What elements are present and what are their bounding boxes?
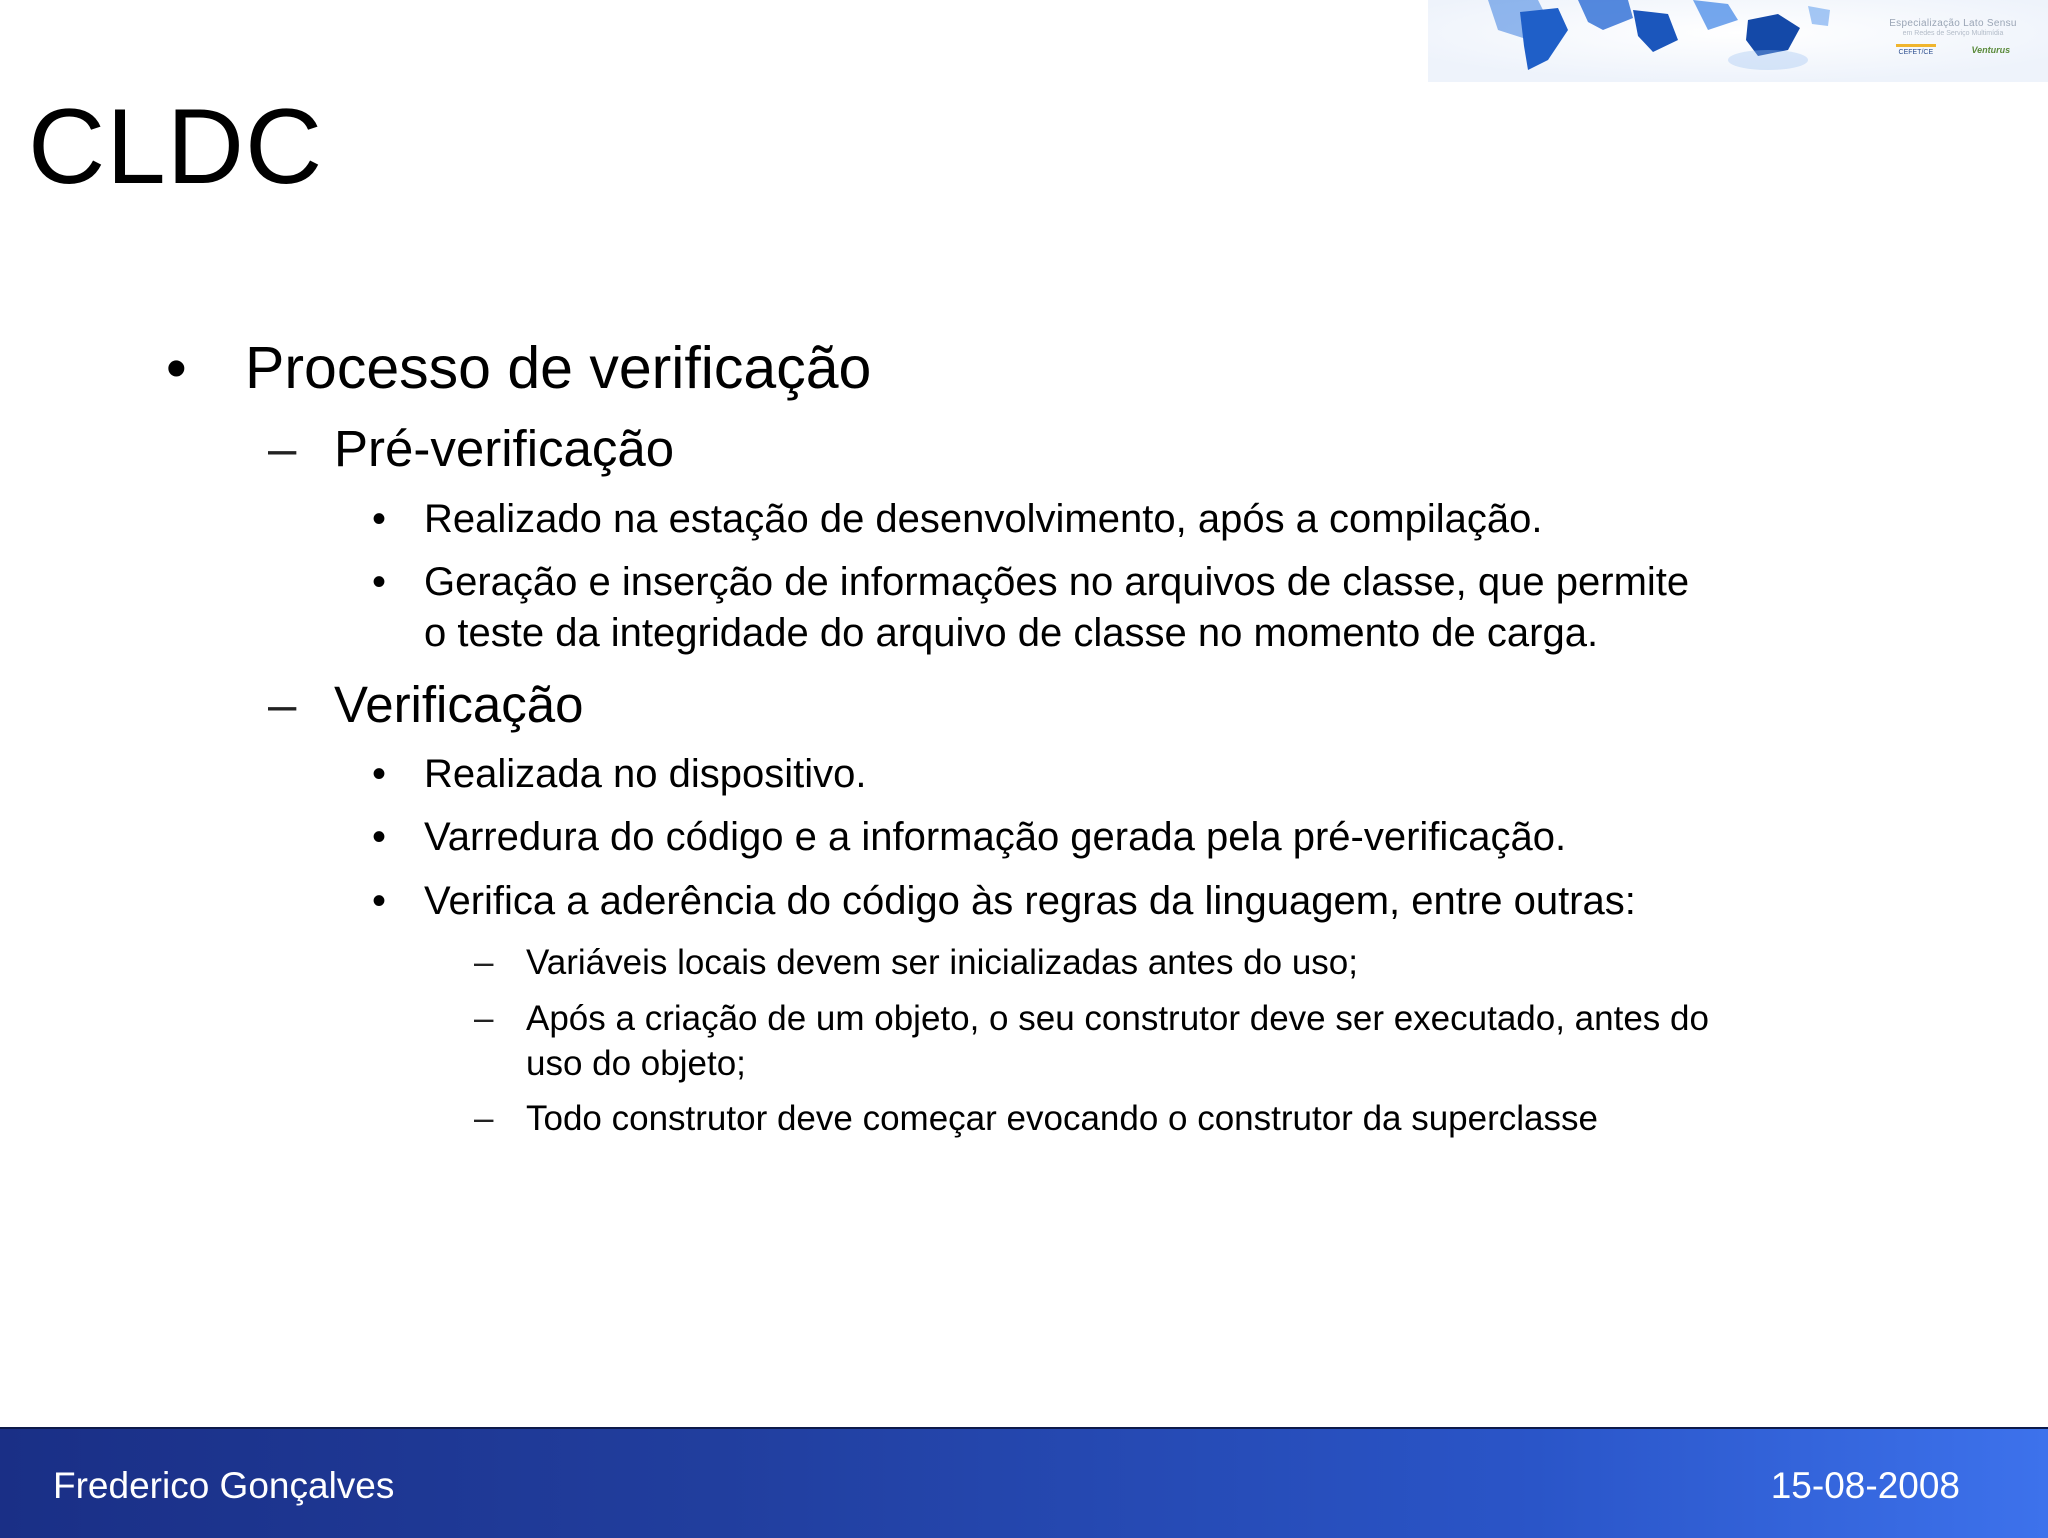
- bullet-marker: •: [372, 752, 387, 796]
- bullet-marker: •: [372, 497, 387, 541]
- bullet-verifica-a-aderencia: Verifica a aderência do código às regras da linguagem, entre outras:: [424, 879, 1636, 923]
- footer-author: Frederico Gonçalves: [53, 1465, 395, 1506]
- institution-logo: [1878, 18, 2028, 56]
- header-world-map-art: [1428, 0, 2048, 82]
- bullet-pre-verificacao: Pré-verificação: [334, 420, 675, 477]
- logo-line-2: em Redes de Serviço Multimídia: [1902, 30, 2004, 37]
- bullet-realizado-na-estacao: Realizado na estação de desenvolvimento, após a compilação.: [424, 497, 1543, 541]
- bullet-todo-construtor: Todo construtor deve começar evocando o construtor da superclasse: [526, 1099, 1598, 1138]
- footer-date: 15-08-2008: [1770, 1465, 1960, 1506]
- bullet-marker: •: [372, 879, 387, 923]
- dash-marker: –: [474, 999, 494, 1038]
- bullet-realizada-no-dispositivo: Realizada no dispositivo.: [424, 752, 867, 796]
- dash-marker: –: [268, 676, 297, 733]
- bullet-varredura-do-codigo: Varredura do código e a informação gerada pela pré-verificação.: [424, 815, 1567, 859]
- bullet-processo-de-verificacao: Processo de verificação: [245, 335, 872, 401]
- logo-mark-venturus: Venturus: [1971, 45, 2011, 55]
- bullet-geracao-line-2: o teste da integridade do arquivo de classe no momento de carga.: [424, 611, 1599, 655]
- dash-marker: –: [268, 420, 297, 477]
- dash-marker: –: [474, 1099, 494, 1138]
- bullet-verificacao: Verificação: [334, 676, 584, 733]
- bullet-marker: •: [372, 560, 387, 604]
- dash-marker: –: [474, 943, 494, 982]
- slide-footer: [0, 1427, 2048, 1538]
- bullet-marker: •: [372, 815, 387, 859]
- bullet-variaveis-locais: Variáveis locais devem ser inicializadas antes do uso;: [526, 943, 1358, 982]
- logo-mark-cefet: CEFET/CE: [1896, 44, 1936, 56]
- bullet-apos-criacao-line-2: uso do objeto;: [526, 1044, 746, 1083]
- logo-line-1: Especialização Lato Sensu: [1889, 18, 2017, 29]
- bullet-geracao-line-1: Geração e inserção de informações no arquivos de classe, que permite: [424, 560, 1690, 604]
- slide-title: CLDC: [28, 86, 324, 206]
- bullet-apos-criacao-line-1: Após a criação de um objeto, o seu construtor deve ser executado, antes do: [526, 999, 1709, 1038]
- bullet-marker: •: [166, 335, 187, 401]
